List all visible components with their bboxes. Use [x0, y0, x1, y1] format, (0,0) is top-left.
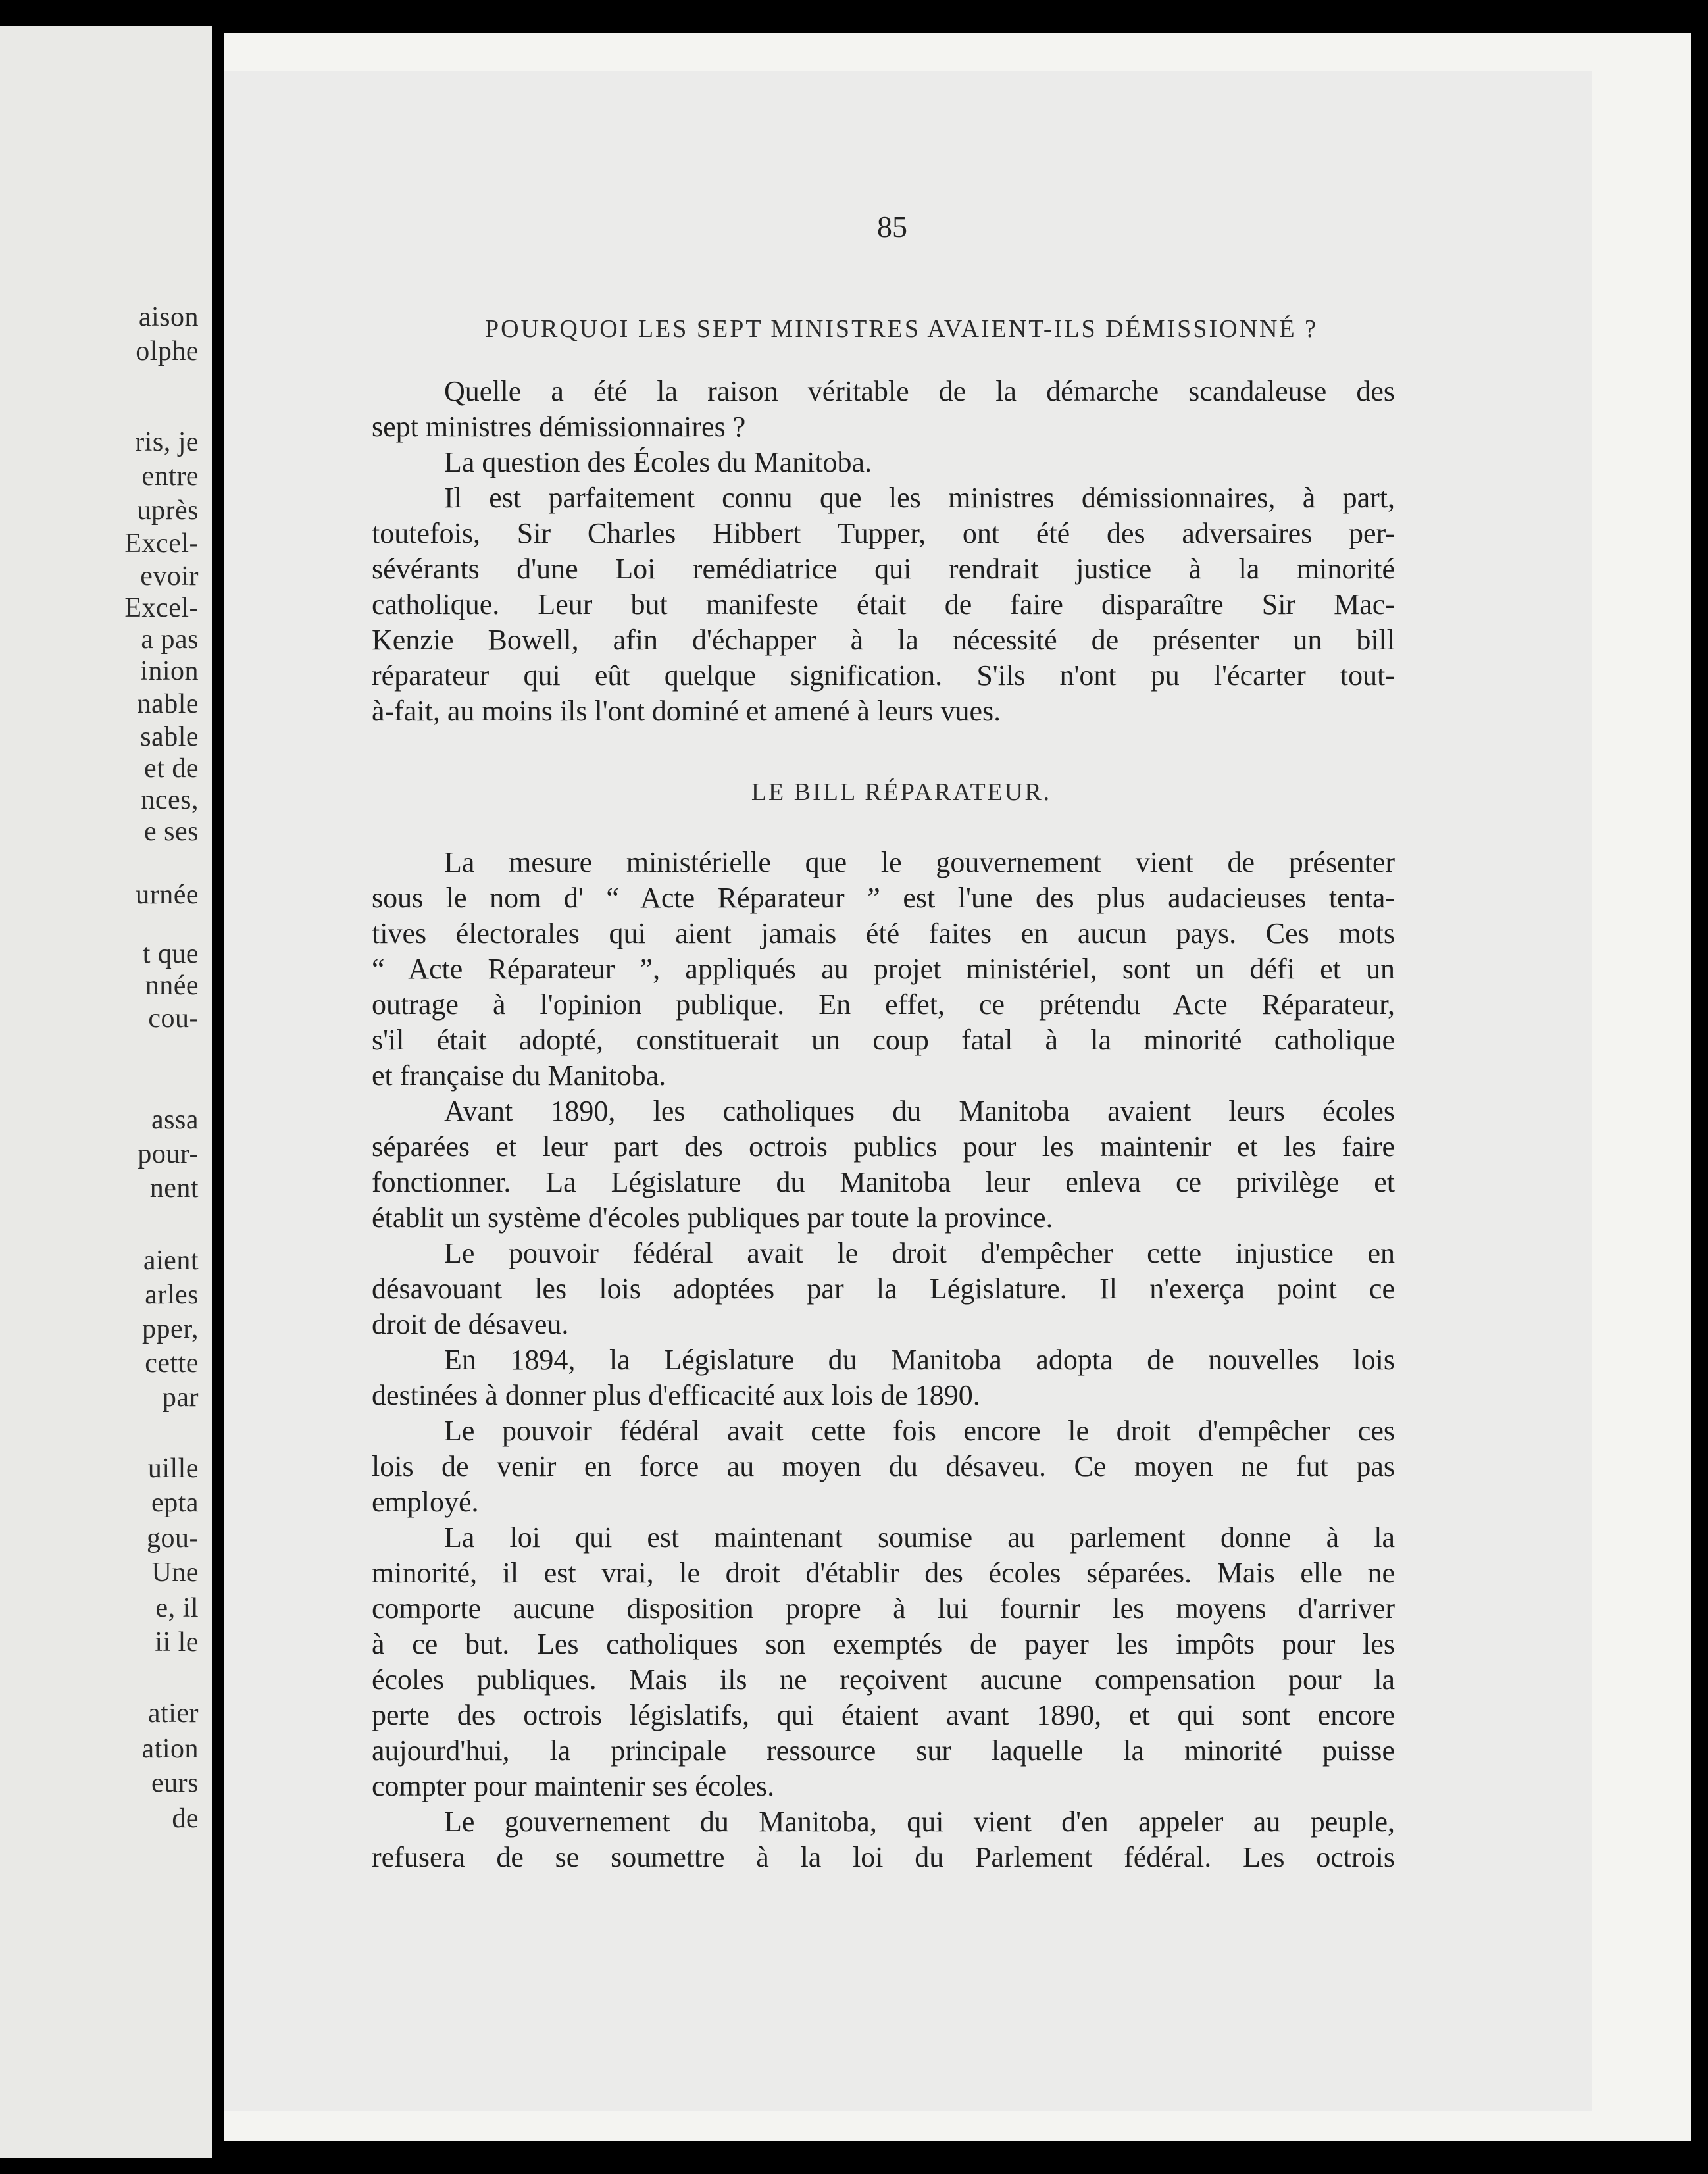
left-line: nable	[137, 689, 199, 719]
left-line: Excel-	[124, 593, 199, 623]
left-line: nnée	[145, 971, 199, 1001]
text-line: écoles publiques. Mais ils ne reçoivent aucune compensation pour la	[372, 1663, 1395, 1696]
text-line: La loi qui est maintenant soumise au parlement donne à la	[444, 1521, 1395, 1554]
left-line: a pas	[141, 624, 199, 655]
left-line: pper,	[142, 1314, 199, 1344]
text-line: sept ministres démissionnaires ?	[372, 411, 746, 443]
left-line: urnée	[136, 880, 199, 910]
text-line: réparateur qui eût quelque signification. S'ils n'ont pu l'écarter tout-	[372, 659, 1395, 692]
left-line: uprès	[137, 495, 199, 526]
text-line: lois de venir en force au moyen du désaveu. Ce moyen ne fut pas	[372, 1450, 1395, 1482]
left-line: entre	[141, 461, 199, 492]
text-line: tives électorales qui aient jamais été faites en aucun pays. Ces mots	[372, 917, 1395, 949]
left-line: de	[172, 1804, 199, 1834]
left-line: olphe	[136, 336, 199, 367]
text-line: Le pouvoir fédéral avait cette fois encore le droit d'empêcher ces	[444, 1415, 1395, 1447]
left-line: eurs	[151, 1768, 199, 1798]
text-line: droit de désaveu.	[372, 1308, 569, 1340]
text-line: s'il était adopté, constituerait un coup fatal à la minorité catholique	[372, 1024, 1395, 1056]
text-line: Il est parfaitement connu que les ministres démissionnaires, à part,	[444, 482, 1395, 514]
left-line: ation	[141, 1734, 199, 1764]
text-line: Avant 1890, les catholiques du Manitoba avaient leurs écoles	[444, 1095, 1395, 1127]
text-line: établit un système d'écoles publiques par toute la province.	[372, 1201, 1053, 1234]
page-number: 85	[877, 210, 907, 243]
left-line: aison	[138, 302, 199, 332]
text-line: Kenzie Bowell, afin d'échapper à la nécessité de présenter un bill	[372, 624, 1395, 656]
left-line: ris, je	[135, 427, 199, 457]
text-line: sous le nom d' “ Acte Réparateur ” est l'une des plus audacieuses tenta-	[372, 882, 1395, 914]
left-line: nent	[149, 1173, 199, 1203]
text-line: minorité, il est vrai, le droit d'établir des écoles séparées. Mais elle ne	[372, 1557, 1395, 1589]
text-line: fonctionner. La Législature du Manitoba leur enleva ce privilège et	[372, 1166, 1395, 1198]
left-line: pour-	[138, 1139, 199, 1169]
text-line: aujourd'hui, la principale ressource sur laquelle la minorité puisse	[372, 1734, 1395, 1767]
text-line: Quelle a été la raison véritable de la démarche scandaleuse des	[444, 375, 1395, 407]
left-line: t que	[142, 939, 199, 969]
left-line: e ses	[144, 817, 199, 847]
text-line: à-fait, au moins ils l'ont dominé et amené à leurs vues.	[372, 695, 1001, 727]
left-line: atier	[147, 1698, 199, 1729]
text-line: destinées à donner plus d'efficacité aux lois de 1890.	[372, 1379, 980, 1411]
left-line: e, il	[155, 1593, 199, 1623]
left-line: sable	[140, 722, 199, 752]
section-heading: POURQUOI LES SEPT MINISTRES AVAIENT-ILS DÉMISSIONNÉ ?	[484, 315, 1319, 343]
text-line: et française du Manitoba.	[372, 1059, 666, 1092]
left-line: assa	[151, 1105, 199, 1135]
left-page-fragment	[0, 26, 212, 2158]
left-line: arles	[145, 1280, 199, 1310]
text-line: Le pouvoir fédéral avait le droit d'empêcher cette injustice en	[444, 1237, 1395, 1269]
left-line: Excel-	[124, 528, 199, 559]
text-line: Le gouvernement du Manitoba, qui vient d'en appeler au peuple,	[444, 1806, 1395, 1838]
text-line: compter pour maintenir ses écoles.	[372, 1770, 775, 1802]
text-line: comporte aucune disposition propre à lui fournir les moyens d'arriver	[372, 1592, 1395, 1625]
left-line: evoir	[140, 561, 199, 592]
text-line: “ Acte Réparateur ”, appliqués au projet ministériel, sont un défi et un	[372, 953, 1395, 985]
text-line: à ce but. Les catholiques son exemptés de payer les impôts pour les	[372, 1628, 1395, 1660]
left-line: Une	[151, 1557, 199, 1588]
text-line: refusera de se soumettre à la loi du Parlement fédéral. Les octrois	[372, 1841, 1395, 1873]
left-line: cette	[145, 1348, 199, 1378]
left-line: ii le	[155, 1627, 199, 1657]
left-line: nces,	[141, 785, 199, 815]
text-line: En 1894, la Législature du Manitoba adopta de nouvelles lois	[444, 1344, 1395, 1376]
text-line: séparées et leur part des octrois publics pour les maintenir et les faire	[372, 1130, 1395, 1163]
text-line: La mesure ministérielle que le gouvernement vient de présenter	[444, 846, 1395, 878]
text-line: sévérants d'une Loi remédiatrice qui rendrait justice à la minorité	[372, 553, 1395, 585]
left-line: epta	[151, 1488, 199, 1518]
left-line: et de	[144, 753, 199, 784]
text-line: La question des Écoles du Manitoba.	[444, 446, 872, 478]
text-line: employé.	[372, 1486, 479, 1518]
text-line: désavouant les lois adoptées par la Législature. Il n'exerça point ce	[372, 1273, 1395, 1305]
left-line: gou-	[147, 1523, 199, 1554]
text-line: toutefois, Sir Charles Hibbert Tupper, ont été des adversaires per-	[372, 517, 1395, 549]
left-line: par	[162, 1382, 199, 1413]
text-line: perte des octrois législatifs, qui étaient avant 1890, et qui sont encore	[372, 1699, 1395, 1731]
left-line: aient	[143, 1246, 199, 1276]
left-line: cou-	[148, 1003, 199, 1034]
text-line: catholique. Leur but manifeste était de faire disparaître Sir Mac-	[372, 588, 1395, 620]
section-heading: LE BILL RÉPARATEUR.	[751, 778, 1052, 806]
left-line: inion	[140, 656, 199, 686]
left-line: uille	[147, 1454, 199, 1484]
text-line: outrage à l'opinion publique. En effet, ce prétendu Acte Réparateur,	[372, 988, 1395, 1021]
